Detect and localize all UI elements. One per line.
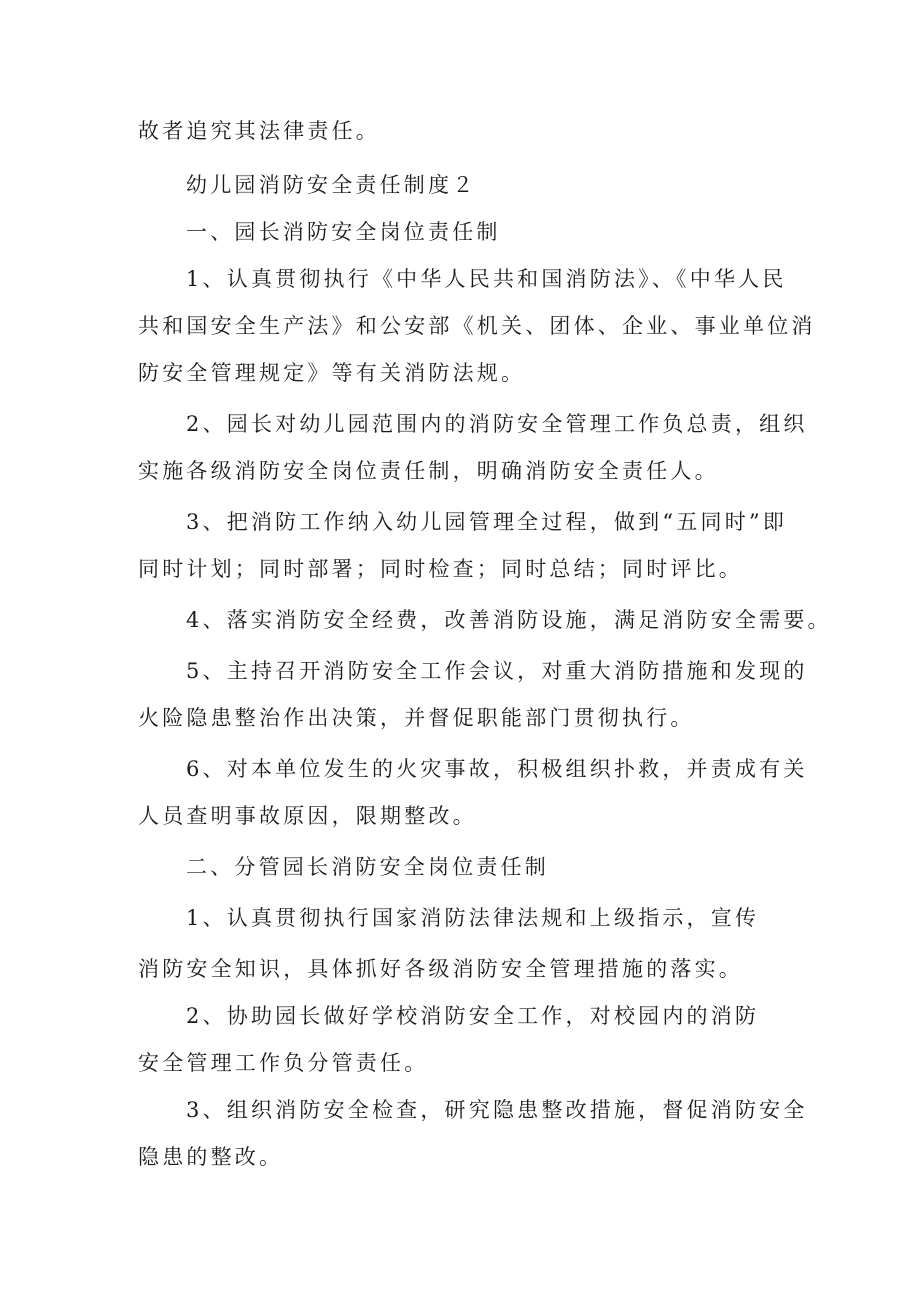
text-line: 5、主持召开消防安全工作会议，对重大消防措施和发现的 — [186, 659, 808, 683]
section-heading: 一、园长消防安全岗位责任制 — [186, 220, 501, 244]
text-line: 安全管理工作负分管责任。 — [138, 1051, 429, 1075]
text-line: 2、园长对幼儿园范围内的消防安全管理工作负总责，组织 — [186, 412, 808, 436]
text-line: 2、协助园长做好学校消防安全工作，对校园内的消防 — [186, 1004, 760, 1028]
text-line: 3、组织消防安全检查，研究隐患整改措施，督促消防安全 — [186, 1098, 808, 1122]
text-line: 故者追究其法律责任。 — [138, 119, 380, 143]
text-line: 3、把消防工作纳入幼儿园管理全过程，做到“五同时”即 — [186, 510, 788, 534]
text-line: 人员查明事故原因，限期整改。 — [138, 804, 477, 828]
text-line: 实施各级消防安全岗位责任制，明确消防安全责任人。 — [138, 459, 719, 483]
text-line: 火险隐患整治作出决策，并督促职能部门贯彻执行。 — [138, 706, 695, 730]
text-line: 消防安全知识，具体抓好各级消防安全管理措施的落实。 — [138, 957, 743, 981]
text-line: 6、对本单位发生的火灾事故，积极组织扑救，并责成有关 — [186, 757, 808, 781]
text-line: 4、落实消防安全经费，改善消防设施，满足消防安全需要。 — [186, 608, 832, 632]
text-line: 同时计划；同时部署；同时检查；同时总结；同时评比。 — [138, 557, 743, 581]
text-line: 共和国安全生产法》和公安部《机关、团体、企业、事业单位消 — [138, 314, 816, 338]
text-line: 1、认真贯彻执行《中华人民共和国消防法》、《中华人民 — [186, 267, 787, 291]
text-line: 防安全管理规定》等有关消防法规。 — [138, 361, 526, 385]
text-line: 隐患的整改。 — [138, 1145, 284, 1169]
section-title: 幼儿园消防安全责任制度２ — [186, 173, 477, 197]
section-heading: 二、分管园长消防安全岗位责任制 — [186, 855, 549, 879]
text-line: 1、认真贯彻执行国家消防法律法规和上级指示，宣传 — [186, 906, 760, 930]
